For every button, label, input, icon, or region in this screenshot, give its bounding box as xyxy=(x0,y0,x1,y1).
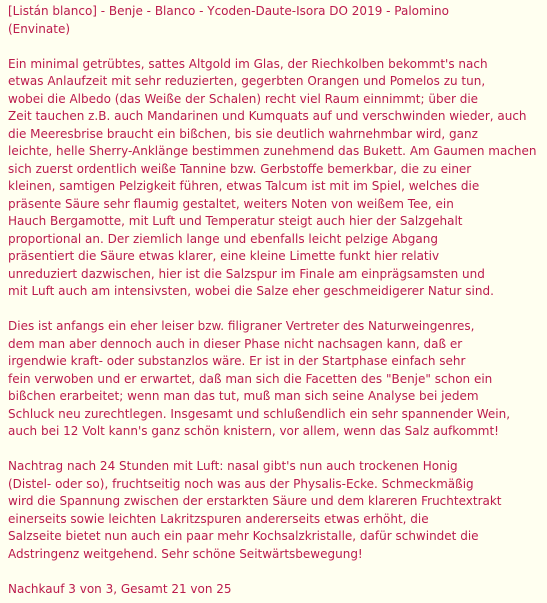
text-line: fein verwoben und er erwartet, daß man sich die Facetten des "Benje" schon ein xyxy=(8,371,493,386)
text-line: die Meeresbrise braucht ein bißchen, bis sie deutlich wahrnehmbar wird, ganz xyxy=(8,126,478,141)
text-line: präsente Säure sehr flaumig gestaltet, weiters Noten von weißem Tee, ein xyxy=(8,196,454,211)
paragraph-overall xyxy=(8,318,545,441)
text-line: Dies ist anfangs ein eher leiser bzw. filigraner Vertreter des Naturweingenres, xyxy=(8,319,475,333)
text-line: Ein minimal getrübtes, sattes Altgold im Glas, der Riechkolben bekommt's nach xyxy=(8,56,488,71)
wine-title-line: [Listán blanco] - Benje - Blanco - Ycoden-Daute-Isora DO 2019 - Palomino xyxy=(8,4,449,18)
text-line: proportional an. Der ziemlich lange und ebenfalls leicht pelzige Abgang xyxy=(8,231,438,246)
paragraph-spacer xyxy=(8,441,545,459)
text-line: wird die Spannung zwischen der erstarkten Säure und dem klareren Fruchtextrakt xyxy=(8,494,502,508)
paragraph-spacer xyxy=(8,563,545,581)
text-line: Hauch Bergamotte, mit Luft und Temperatur steigt auch hier der Salzgehalt xyxy=(8,214,463,228)
paragraph-addendum xyxy=(8,458,545,563)
paragraph-spacer xyxy=(8,38,545,56)
text-line: irgendwie kraft- oder substanzlos wäre. Er ist in der Startphase einfach sehr xyxy=(8,354,466,368)
text-line: Schluck neu zurechtlegen. Insgesamt und schlußendlich ein sehr spannender Wein, xyxy=(8,406,511,421)
text-line: Salzseite bietet nun auch ein paar mehr Kochsalzkristalle, dafür schwindet die xyxy=(8,529,479,543)
text-line: etwas Anlaufzeit mit sehr reduzierten, gegerbten Orangen und Pomelos zu tun, xyxy=(8,74,486,88)
text-line: Adstringenz weitgehend. Sehr schöne Seitwärtsbewegung! xyxy=(8,546,363,561)
text-line: sich zuerst ordentlich weiße Tannine bzw. Gerbstoffe bemerkbar, die zu einer xyxy=(8,161,472,176)
text-line: bißchen erarbeitet; wenn man das tut, muß man sich seine Analyse bei jedem xyxy=(8,389,479,403)
text-line: präsentiert die Säure etwas klarer, eine kleine Limette funkt hier relativ xyxy=(8,249,440,263)
paragraph-nose-palate xyxy=(8,56,545,301)
text-line: Nachtrag nach 24 Stunden mit Luft: nasal gibt's nun auch trockenen Honig xyxy=(8,459,458,473)
text-line: unreduziert dazwischen, hier ist die Salzspur im Finale am einprägsamsten und xyxy=(8,266,485,281)
text-line: auch bei 12 Volt kann's ganz schön knistern, vor allem, wenn das Salz aufkommt! xyxy=(8,424,499,438)
tasting-note-document xyxy=(8,3,545,598)
text-line: wobei die Albedo (das Weiße der Schalen) recht viel Raum einnimmt; über die xyxy=(8,91,479,106)
text-line: dem man aber dennoch auch in dieser Phase nicht nachsagen kann, daß er xyxy=(8,336,463,351)
purchase-score-footer: Nachkauf 3 von 3, Gesamt 21 von 25 xyxy=(8,581,232,596)
text-line: (Distel- oder so), fruchtseitig noch was aus der Physalis-Ecke. Schmeckmäßig xyxy=(8,476,474,491)
text-line: kleinen, samtigen Pelzigkeit führen, etwas Talcum ist mit im Spiel, welches die xyxy=(8,179,480,193)
wine-title-line: (Envinate) xyxy=(8,21,71,36)
wine-title xyxy=(8,3,545,38)
paragraph-spacer xyxy=(8,301,545,319)
text-line: Zeit tauchen z.B. auch Mandarinen und Kumquats auf und verschwinden wieder, auch xyxy=(8,109,527,123)
text-line: leichte, helle Sherry-Anklänge bestimmen zunehmend das Bukett. Am Gaumen machen xyxy=(8,144,537,158)
text-line: einerseits sowie leichten Lakritzspuren andererseits etwas erhöht, die xyxy=(8,511,429,526)
text-line: mit Luft auch am intensivsten, wobei die Salze eher geschmeidigerer Natur sind. xyxy=(8,284,494,298)
